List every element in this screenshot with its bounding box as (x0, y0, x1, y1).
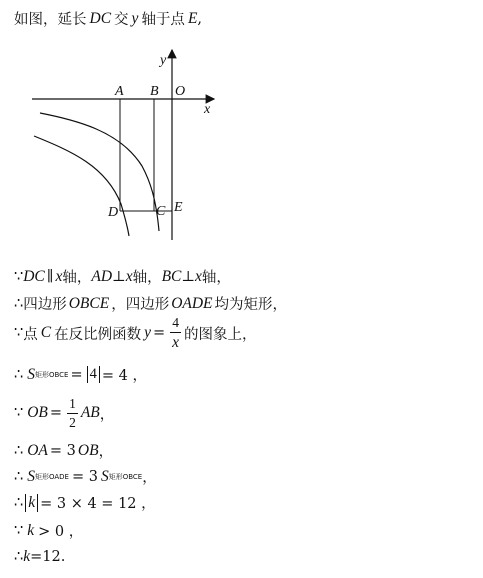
result: =12. (30, 549, 66, 565)
since-symbol: ∵ (14, 405, 24, 421)
since-symbol: ∵ (14, 522, 24, 539)
numerator: 1 (67, 397, 78, 414)
label-e: E (174, 200, 183, 215)
k-var: k (23, 548, 31, 565)
segment-oa: OA (27, 441, 48, 459)
parallel-symbol: ∥ (46, 268, 54, 285)
segment-ob: OB (27, 404, 48, 421)
result: > 0 ， (38, 524, 84, 540)
step-8 (14, 492, 156, 513)
punct: ， (142, 470, 157, 486)
segment-dc: DC (23, 267, 45, 285)
numerator: 4 (170, 316, 181, 333)
fraction-4-over-x (170, 316, 181, 350)
absolute-value: 4 (87, 366, 100, 383)
label-d: D (108, 205, 119, 220)
text: 的图象上， (184, 326, 257, 343)
rect-obce: OBCE (68, 294, 110, 312)
step-4 (14, 364, 147, 385)
step-6 (14, 440, 113, 461)
point-c: C (40, 324, 52, 341)
equals: = 3 (49, 442, 76, 459)
equals: = (49, 405, 63, 421)
axis-text: 轴， (62, 270, 92, 286)
label-x: x (204, 102, 211, 117)
segment-ob: OB (77, 441, 99, 459)
punct: ， (99, 406, 115, 423)
intro-axis: y (131, 9, 139, 27)
label-o: O (175, 84, 186, 99)
x-var: x (195, 267, 202, 285)
therefore-symbol: ∴ (14, 549, 24, 565)
intro-line (14, 8, 202, 29)
area-symbol: S (27, 365, 35, 383)
area-symbol: S (100, 467, 109, 485)
result: = 3 × 4 = 12 ， (40, 496, 156, 512)
text: 四边形 (23, 297, 67, 313)
step-7 (14, 466, 157, 487)
step-3 (14, 316, 257, 350)
area-symbol: S (27, 467, 35, 485)
step-5 (14, 397, 114, 429)
geometry-figure (26, 46, 226, 246)
therefore-symbol: ∴ (14, 468, 24, 485)
perp-symbol: ⊥ (181, 268, 196, 285)
fraction-half (67, 397, 78, 429)
step-9 (14, 520, 83, 541)
area-subscript: 矩形OBCE (108, 472, 143, 481)
segment-bc: BC (161, 267, 182, 285)
intro-point: E (187, 9, 198, 27)
punct: ， (98, 444, 114, 460)
axis-text: 轴， (201, 270, 231, 286)
x-var: x (55, 267, 63, 285)
hyperbola-inner (34, 136, 129, 236)
rect-oade: OADE (171, 294, 213, 312)
therefore-symbol: ∴ (14, 295, 24, 312)
denominator: x (172, 333, 180, 351)
intro-segment: DC (89, 9, 112, 27)
equals: = (70, 366, 83, 383)
area-subscript: 矩形OADE (34, 472, 69, 481)
intro-end: , (197, 10, 203, 27)
intro-mid: 交 (114, 12, 129, 28)
intro-prefix: 如图，延长 (14, 12, 87, 28)
therefore-symbol: ∴ (14, 494, 24, 511)
step-10 (14, 548, 65, 566)
axis-text: 轴， (132, 270, 162, 286)
intro-suffix: 轴于点 (141, 12, 185, 28)
segment-ab: AB (80, 404, 100, 421)
text: 在反比例函数 (54, 326, 142, 343)
text: 点 (23, 326, 38, 343)
equals: = (152, 325, 166, 341)
result: = 4 ， (101, 368, 147, 384)
x-var: x (125, 267, 133, 285)
therefore-symbol: ∴ (14, 366, 24, 383)
denominator: 2 (69, 414, 76, 430)
since-symbol: ∵ (14, 268, 24, 285)
y-var: y (144, 324, 151, 341)
since-symbol: ∵ (14, 325, 24, 341)
label-a: A (115, 84, 124, 99)
text: 均为矩形， (214, 297, 288, 313)
label-c: C (156, 204, 166, 219)
text: ，四边形 (111, 297, 170, 313)
absolute-k: k (25, 494, 38, 512)
equals: = 3 (71, 468, 98, 485)
label-b: B (150, 84, 159, 99)
k-var: k (27, 521, 35, 539)
segment-ad: AD (91, 267, 113, 285)
perp-symbol: ⊥ (112, 268, 126, 285)
label-y: y (160, 53, 167, 68)
area-subscript: 矩形OBCE (34, 370, 69, 379)
step-2 (14, 293, 287, 314)
therefore-symbol: ∴ (14, 442, 24, 459)
step-1 (14, 266, 231, 287)
